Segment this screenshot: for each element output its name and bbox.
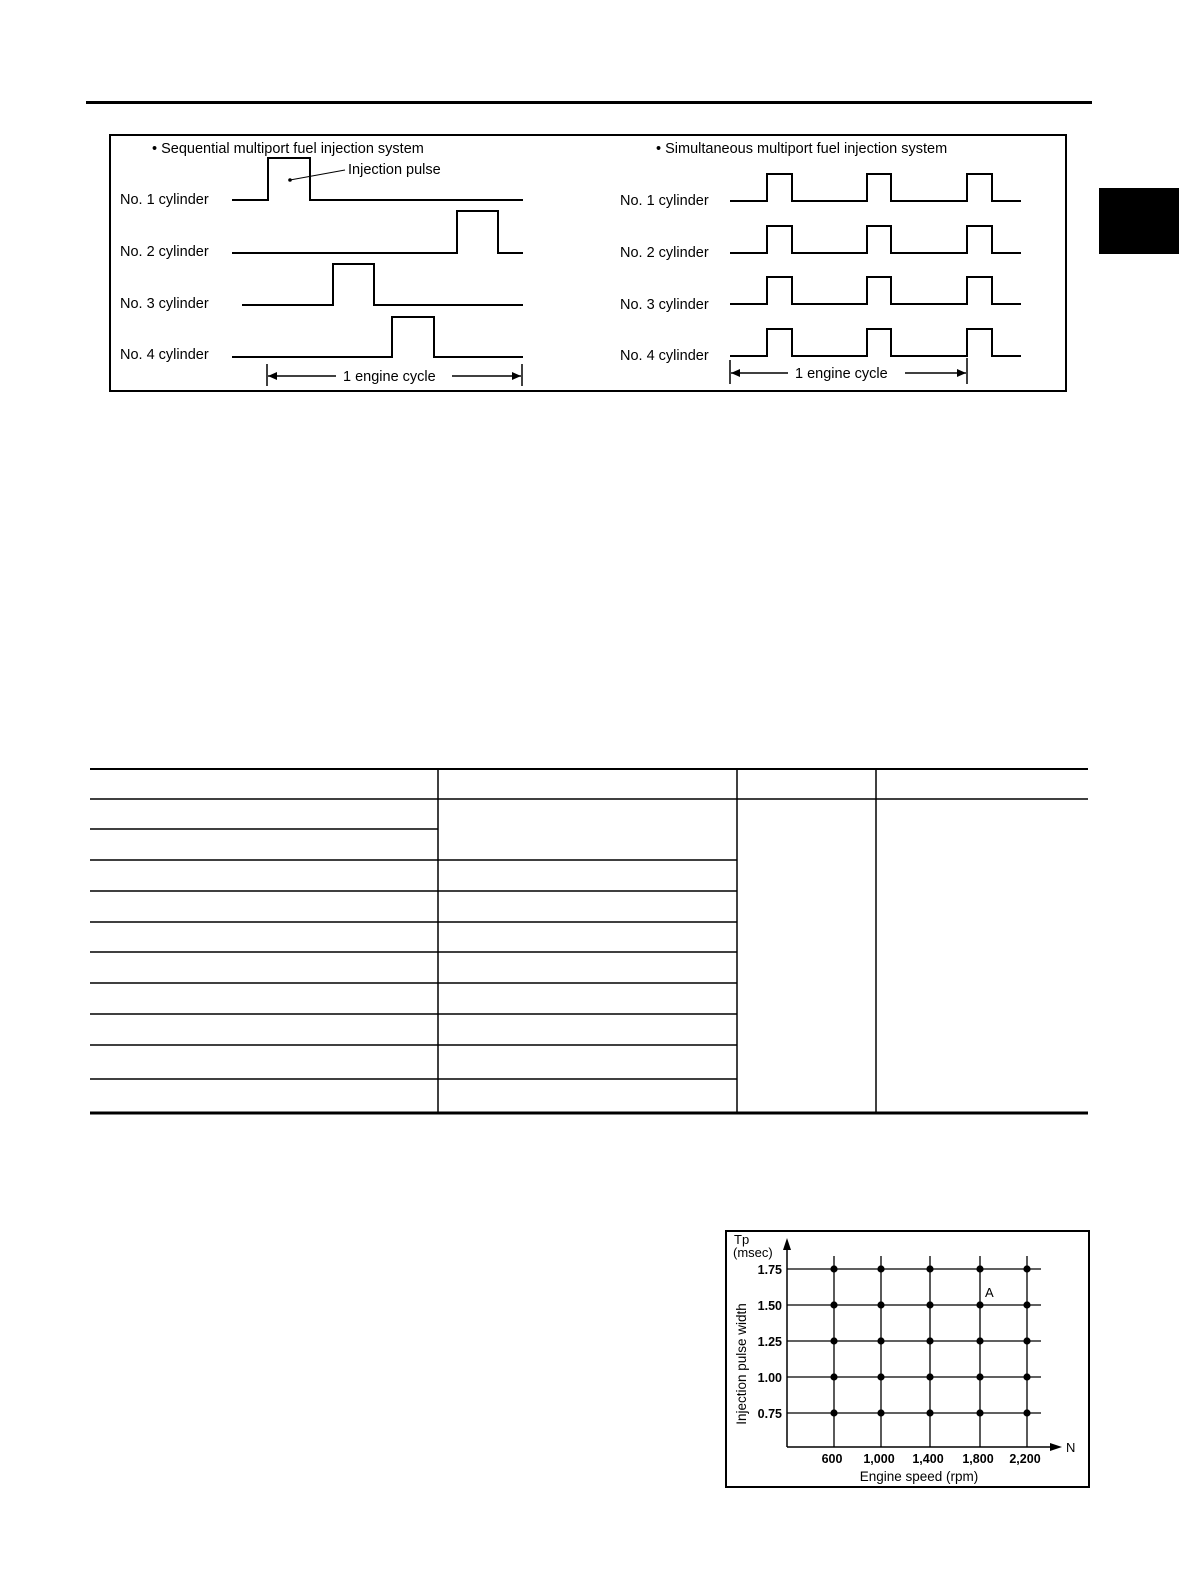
data-point <box>926 1265 933 1272</box>
y-axis-symbol: Tp <box>734 1232 750 1247</box>
y-axis-arrow-icon <box>783 1238 791 1250</box>
injection-pulse-dot <box>288 178 292 182</box>
data-point <box>830 1265 837 1272</box>
data-point <box>1023 1301 1030 1308</box>
seq-cylinder-2-label: No. 2 cylinder <box>120 244 209 260</box>
data-point <box>877 1337 884 1344</box>
sim-cylinder-3-label: No. 3 cylinder <box>620 297 709 313</box>
seq-cylinder-1-label: No. 1 cylinder <box>120 192 209 208</box>
x-axis-arrow-icon <box>1050 1443 1062 1451</box>
spec-table <box>0 760 1191 1120</box>
sequential-title: • Sequential multiport fuel injection system <box>152 141 424 157</box>
data-point <box>877 1301 884 1308</box>
y-unit-label: (msec) <box>733 1245 773 1260</box>
sim-cylinder-4-label: No. 4 cylinder <box>620 348 709 364</box>
y-axis-title: Injection pulse width <box>734 1303 749 1425</box>
data-point <box>1023 1373 1030 1380</box>
x-axis-title: Engine speed (rpm) <box>859 1469 979 1484</box>
figure-frame <box>110 135 1066 391</box>
sim-cylinder-2-label: No. 2 cylinder <box>620 245 709 261</box>
data-point <box>926 1301 933 1308</box>
data-point <box>926 1409 933 1416</box>
x-tick-label: 2,200 <box>1009 1452 1041 1466</box>
data-point <box>926 1373 933 1380</box>
x-tick-label: 1,400 <box>912 1452 944 1466</box>
y-tick-label: 1.50 <box>757 1299 782 1313</box>
x-tick-label: 600 <box>821 1452 843 1466</box>
sim-cylinder-4-waveform <box>730 329 1021 356</box>
x-tick-label: 1,000 <box>863 1452 895 1466</box>
tp-chart <box>0 1220 1191 1500</box>
injection-pulse-leader <box>290 170 345 180</box>
seq-cylinder-4-label: No. 4 cylinder <box>120 347 209 363</box>
simultaneous-title: • Simultaneous multiport fuel injection system <box>656 141 948 157</box>
data-point <box>877 1409 884 1416</box>
annotation-label: A <box>985 1285 994 1300</box>
seq-cycle-label: 1 engine cycle <box>343 369 436 385</box>
seq-cylinder-3-waveform <box>242 264 523 305</box>
injection-timing-figure <box>0 0 1191 420</box>
data-point <box>976 1373 983 1380</box>
data-point <box>1023 1409 1030 1416</box>
data-point <box>1023 1265 1030 1272</box>
y-tick-label: 0.75 <box>757 1407 782 1421</box>
seq-cylinder-3-label: No. 3 cylinder <box>120 296 209 312</box>
data-point <box>976 1265 983 1272</box>
data-point <box>976 1409 983 1416</box>
sim-cylinder-1-waveform <box>730 174 1021 201</box>
data-point <box>877 1265 884 1272</box>
data-point <box>1023 1337 1030 1344</box>
y-tick-label: 1.75 <box>757 1263 782 1277</box>
x-axis-symbol: N <box>1066 1440 1076 1455</box>
data-point <box>830 1301 837 1308</box>
data-point <box>830 1337 837 1344</box>
x-tick-label: 1,800 <box>962 1452 994 1466</box>
sim-cycle-label: 1 engine cycle <box>795 366 888 382</box>
sim-cylinder-1-label: No. 1 cylinder <box>620 193 709 209</box>
data-point <box>976 1301 983 1308</box>
seq-cylinder-4-waveform <box>232 317 523 357</box>
data-point <box>877 1373 884 1380</box>
sim-cylinder-2-waveform <box>730 226 1021 253</box>
data-point <box>830 1373 837 1380</box>
data-point <box>830 1409 837 1416</box>
data-point <box>976 1337 983 1344</box>
y-tick-label: 1.25 <box>757 1335 782 1349</box>
injection-pulse-label: Injection pulse <box>348 162 441 178</box>
data-point <box>926 1337 933 1344</box>
y-tick-label: 1.00 <box>757 1371 782 1385</box>
seq-cylinder-2-waveform <box>232 211 523 253</box>
sim-cylinder-3-waveform <box>730 277 1021 304</box>
